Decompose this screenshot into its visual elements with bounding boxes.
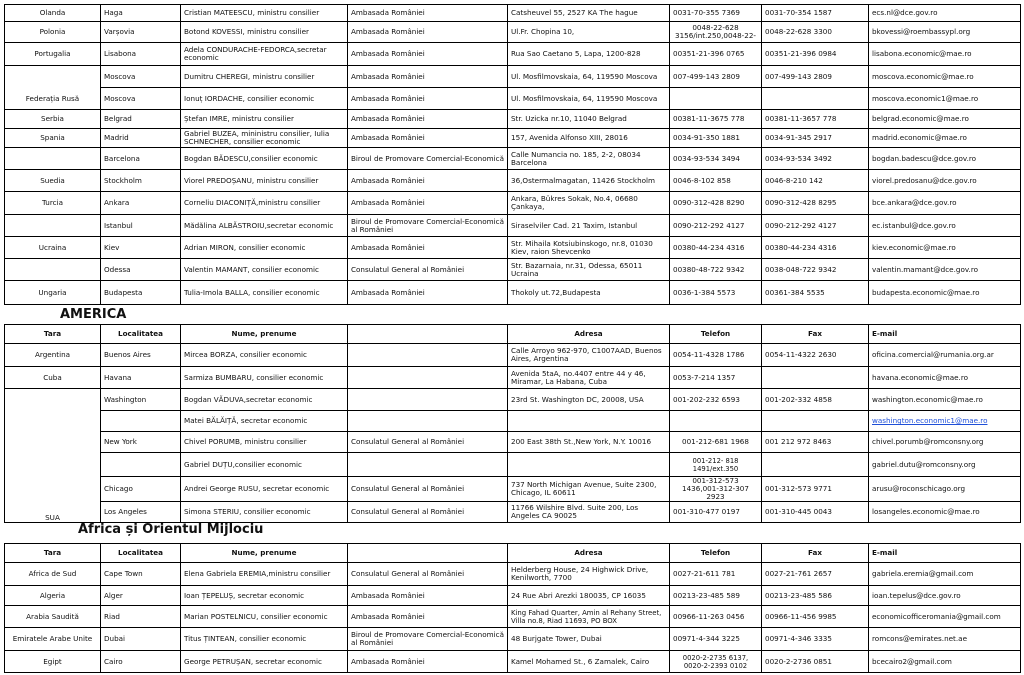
name-cell: George PETRUȘAN, secretar economic — [181, 651, 348, 673]
email-cell: gabriela.eremia@gmail.com — [869, 563, 1021, 586]
name-cell: Bogdan BĂDESCU,consilier economic — [181, 148, 348, 170]
africa-table — [4, 543, 1021, 673]
institution-cell: Ambasada României — [348, 5, 508, 22]
name-cell: Viorel PREDOȘANU, ministru consilier — [181, 170, 348, 192]
table-row — [5, 606, 1021, 628]
city-cell: Ankara — [101, 192, 181, 215]
country-cell: SUA — [5, 502, 101, 523]
country-cell: Emiratele Arabe Unite — [5, 628, 101, 651]
fax-cell: 00966-11-456 9985 — [762, 606, 869, 628]
address-cell: Calle Arroyo 962-970, C1007AAD, Buenos Aires, Argentina — [508, 344, 670, 367]
name-cell: Matei BĂLĂIȚĂ, secretar economic — [181, 411, 348, 432]
phone-cell: 0054-11-4328 1786 — [670, 344, 762, 367]
email-cell: budapesta.economic@mae.ro — [869, 281, 1021, 305]
table-row — [5, 22, 1021, 43]
city-cell: Belgrad — [101, 110, 181, 129]
email-cell: losangeles.economic@mae.ro — [869, 502, 1021, 523]
city-cell: Alger — [101, 586, 181, 606]
table-header-row — [5, 544, 1021, 563]
name-cell: Valentin MAMANT, consilier economic — [181, 259, 348, 281]
address-cell: 23rd St. Washington DC, 20008, USA — [508, 389, 670, 411]
institution-cell: Ambasada României — [348, 586, 508, 606]
email-cell: moscova.economic@mae.ro — [869, 66, 1021, 88]
city-cell: Moscova — [101, 66, 181, 88]
institution-cell: Biroul de Promovare Comercial-Economică — [348, 148, 508, 170]
column-header-country: Tara — [5, 325, 101, 344]
institution-cell — [348, 367, 508, 389]
name-cell: Elena Gabriela EREMIA,ministru consilier — [181, 563, 348, 586]
name-cell: Corneliu DIACONIȚĂ,ministru consilier — [181, 192, 348, 215]
institution-cell: Biroul de Promovare Comercial-Economică al României — [348, 215, 508, 237]
country-cell: Olanda — [5, 5, 101, 22]
column-header-city: Localitatea — [101, 544, 181, 563]
phone-cell: 00966-11-263 0456 — [670, 606, 762, 628]
table-row — [5, 411, 1021, 432]
address-cell: Helderberg House, 24 Highwick Drive, Kenilworth, 7700 — [508, 563, 670, 586]
country-cell: Spania — [5, 129, 101, 148]
email-cell: washington.economic@mae.ro — [869, 389, 1021, 411]
fax-cell — [762, 453, 869, 477]
table-row — [5, 192, 1021, 215]
name-cell: Adrian MIRON, consilier economic — [181, 237, 348, 259]
column-header-email: E-mail — [869, 544, 1021, 563]
column-header-fax: Fax — [762, 544, 869, 563]
email-cell: havana.economic@mae.ro — [869, 367, 1021, 389]
fax-cell: 0048-22-628 3300 — [762, 22, 869, 43]
email-cell: moscova.economic1@mae.ro — [869, 88, 1021, 110]
fax-cell: 00361-384 5535 — [762, 281, 869, 305]
name-cell: Titus ȚINTEAN, consilier economic — [181, 628, 348, 651]
institution-cell: Biroul de Promovare Comercial-Economică al României — [348, 628, 508, 651]
phone-cell: 0020-2-2735 6137, 0020-2-2393 0102 — [670, 651, 762, 673]
table-row — [5, 502, 1021, 523]
address-cell: Ul. Mosfilmovskaia, 64, 119590 Moscova — [508, 88, 670, 110]
column-header-city: Localitatea — [101, 325, 181, 344]
phone-cell: 001-212-681 1968 — [670, 432, 762, 453]
phone-cell: 00351-21-396 0765 — [670, 43, 762, 66]
name-cell: Mădălina ALBĂSTROIU,secretar economic — [181, 215, 348, 237]
column-header-address: Adresa — [508, 544, 670, 563]
country-cell: Polonia — [5, 22, 101, 43]
country-cell: Serbia — [5, 110, 101, 129]
fax-cell: 0090-312-428 8295 — [762, 192, 869, 215]
email-cell: bce.ankara@dce.gov.ro — [869, 192, 1021, 215]
country-cell: Africa de Sud — [5, 563, 101, 586]
address-cell: Kamel Mohamed St., 6 Zamalek, Cairo — [508, 651, 670, 673]
city-cell: New York — [101, 432, 181, 453]
name-cell: Ioan ȚEPELUȘ, secretar economic — [181, 586, 348, 606]
address-cell: Avenida 5taA, no.4407 entre 44 y 46, Miramar, La Habana, Cuba — [508, 367, 670, 389]
institution-cell — [348, 389, 508, 411]
phone-cell: 001-202-232 6593 — [670, 389, 762, 411]
institution-cell — [348, 411, 508, 432]
country-cell: Ungaria — [5, 281, 101, 305]
email-cell: economicofficeromania@gmail.com — [869, 606, 1021, 628]
fax-cell: 00380-44-234 4316 — [762, 237, 869, 259]
phone-cell: 0090-312-428 8290 — [670, 192, 762, 215]
address-cell: 157, Avenida Alfonso XIII, 28016 — [508, 129, 670, 148]
phone-cell: 0034-93-534 3494 — [670, 148, 762, 170]
table-row — [5, 477, 1021, 502]
address-cell: Catsheuvel 55, 2527 KA The hague — [508, 5, 670, 22]
city-cell: Budapesta — [101, 281, 181, 305]
name-cell: Gabriel DUȚU,consilier economic — [181, 453, 348, 477]
fax-cell: 0054-11-4322 2630 — [762, 344, 869, 367]
phone-cell: 0090-212-292 4127 — [670, 215, 762, 237]
address-cell: Rua Sao Caetano 5, Lapa, 1200-828 — [508, 43, 670, 66]
table-row — [5, 432, 1021, 453]
address-cell: 48 Burjgate Tower, Dubai — [508, 628, 670, 651]
institution-cell: Ambasada României — [348, 88, 508, 110]
fax-cell: 00381-11-3657 778 — [762, 110, 869, 129]
europe-table — [4, 4, 1021, 305]
address-cell: 737 North Michigan Avenue, Suite 2300, Chicago, IL 60611 — [508, 477, 670, 502]
column-header-institution — [348, 544, 508, 563]
country-cell — [5, 477, 101, 502]
america-table — [4, 324, 1021, 523]
address-cell: Thokoly ut.72,Budapesta — [508, 281, 670, 305]
phone-cell: 007-499-143 2809 — [670, 66, 762, 88]
city-cell — [101, 453, 181, 477]
address-cell — [508, 453, 670, 477]
fax-cell: 0034-91-345 2917 — [762, 129, 869, 148]
institution-cell: Ambasada României — [348, 22, 508, 43]
name-cell: Tulia-Imola BALLA, consilier economic — [181, 281, 348, 305]
address-cell: 11766 Wilshire Blvd. Suite 200, Los Angeles CA 90025 — [508, 502, 670, 523]
phone-cell: 00971-4-344 3225 — [670, 628, 762, 651]
city-cell: Riad — [101, 606, 181, 628]
phone-cell: 00213-23-485 589 — [670, 586, 762, 606]
institution-cell — [348, 344, 508, 367]
phone-cell: 00380-48-722 9342 — [670, 259, 762, 281]
address-cell: 36,Ostermalmagatan, 11426 Stockholm — [508, 170, 670, 192]
name-cell: Cristian MATEESCU, ministru consilier — [181, 5, 348, 22]
country-cell — [5, 259, 101, 281]
institution-cell: Ambasada României — [348, 192, 508, 215]
table-row — [5, 66, 1021, 88]
institution-cell: Ambasada României — [348, 66, 508, 88]
table-row — [5, 148, 1021, 170]
table-row — [5, 453, 1021, 477]
city-cell — [101, 411, 181, 432]
name-cell: Bogdan VĂDUVA,secretar economic — [181, 389, 348, 411]
fax-cell: 001 212 972 8463 — [762, 432, 869, 453]
institution-cell: Consulatul General al României — [348, 432, 508, 453]
name-cell: Andrei George RUSU, secretar economic — [181, 477, 348, 502]
institution-cell — [348, 453, 508, 477]
column-header-institution — [348, 325, 508, 344]
table-header-row — [5, 325, 1021, 344]
column-header-fax: Fax — [762, 325, 869, 344]
city-cell: Cairo — [101, 651, 181, 673]
country-cell: Ucraina — [5, 237, 101, 259]
email-cell: romcons@emirates.net.ae — [869, 628, 1021, 651]
table-row — [5, 170, 1021, 192]
institution-cell: Ambasada României — [348, 651, 508, 673]
address-cell: King Fahad Quarter, Amin al Rehany Street, Villa no.8, Riad 11693, PO BOX — [508, 606, 670, 628]
name-cell: Botond KOVESSI, ministru consilier — [181, 22, 348, 43]
address-cell: Str. Mihaila Kotsiubinskogo, nr.8, 01030 Kiev, raion Shevcenko — [508, 237, 670, 259]
email-cell: viorel.predosanu@dce.gov.ro — [869, 170, 1021, 192]
email-cell: gabriel.dutu@romconsny.org — [869, 453, 1021, 477]
email-cell: ioan.tepelus@dce.gov.ro — [869, 586, 1021, 606]
name-cell: Ionuț IORDACHE, consilier economic — [181, 88, 348, 110]
city-cell: Washington — [101, 389, 181, 411]
phone-cell: 00381-11-3675 778 — [670, 110, 762, 129]
address-cell — [508, 411, 670, 432]
phone-cell — [670, 88, 762, 110]
institution-cell: Ambasada României — [348, 129, 508, 148]
city-cell: Buenos Aires — [101, 344, 181, 367]
table-row — [5, 563, 1021, 586]
city-cell: Chicago — [101, 477, 181, 502]
institution-cell: Ambasada României — [348, 237, 508, 259]
table-row — [5, 281, 1021, 305]
email-cell: oficina.comercial@rumania.org.ar — [869, 344, 1021, 367]
address-cell: 24 Rue Abri Arezki 180035, CP 16035 — [508, 586, 670, 606]
country-cell: Arabia Saudită — [5, 606, 101, 628]
email-link[interactable]: washington.economic1@mae.ro — [869, 411, 1021, 432]
phone-cell — [670, 411, 762, 432]
table-row — [5, 215, 1021, 237]
country-cell — [5, 453, 101, 477]
city-cell: Kiev — [101, 237, 181, 259]
institution-cell: Consulatul General al României — [348, 259, 508, 281]
city-cell: Havana — [101, 367, 181, 389]
country-cell: Cuba — [5, 367, 101, 389]
city-cell: Lisabona — [101, 43, 181, 66]
country-cell — [5, 148, 101, 170]
phone-cell: 0034-91-350 1881 — [670, 129, 762, 148]
city-cell: Madrid — [101, 129, 181, 148]
fax-cell: 0046-8-210 142 — [762, 170, 869, 192]
table-row — [5, 129, 1021, 148]
institution-cell: Ambasada României — [348, 170, 508, 192]
country-cell — [5, 215, 101, 237]
address-cell: Str. Uzicka nr.10, 11040 Belgrad — [508, 110, 670, 129]
phone-cell: 00380-44-234 4316 — [670, 237, 762, 259]
column-header-phone: Telefon — [670, 544, 762, 563]
email-cell: bkovessi@roembassypl.org — [869, 22, 1021, 43]
name-cell: Gabriel BUZEA, mininistru consilier, Iulia SCHNECHER, consilier economic — [181, 129, 348, 148]
section-heading-africa: Africa și Orientul Mijlociu — [78, 522, 264, 537]
country-cell — [5, 411, 101, 432]
institution-cell: Consulatul General al României — [348, 502, 508, 523]
column-header-name: Nume, prenume — [181, 325, 348, 344]
city-cell: Istanbul — [101, 215, 181, 237]
fax-cell: 0020-2-2736 0851 — [762, 651, 869, 673]
fax-cell: 0027-21-761 2657 — [762, 563, 869, 586]
country-cell: Algeria — [5, 586, 101, 606]
city-cell: Cape Town — [101, 563, 181, 586]
institution-cell: Consulatul General al României — [348, 563, 508, 586]
section-heading-america: AMERICA — [60, 307, 127, 322]
phone-cell: 0048-22-628 3156/int.250,0048-22- — [670, 22, 762, 43]
table-row — [5, 110, 1021, 129]
name-cell: Chivel PORUMB, ministru consilier — [181, 432, 348, 453]
country-cell — [5, 432, 101, 453]
fax-cell: 00213-23-485 586 — [762, 586, 869, 606]
country-cell — [5, 66, 101, 88]
phone-cell: 0046-8-102 858 — [670, 170, 762, 192]
phone-cell: 001-212- 818 1491/ext.350 — [670, 453, 762, 477]
institution-cell: Ambasada României — [348, 606, 508, 628]
column-header-country: Tara — [5, 544, 101, 563]
country-cell: Portugalia — [5, 43, 101, 66]
country-cell — [5, 389, 101, 411]
city-cell: Dubai — [101, 628, 181, 651]
fax-cell: 00971-4-346 3335 — [762, 628, 869, 651]
table-row — [5, 628, 1021, 651]
address-cell: Ul.Fr. Chopina 10, — [508, 22, 670, 43]
table-row — [5, 586, 1021, 606]
fax-cell — [762, 411, 869, 432]
email-cell: lisabona.economic@mae.ro — [869, 43, 1021, 66]
table-row — [5, 5, 1021, 22]
table-row — [5, 88, 1021, 110]
phone-cell: 0036-1-384 5573 — [670, 281, 762, 305]
email-cell: ec.istanbul@dce.gov.ro — [869, 215, 1021, 237]
institution-cell: Ambasada României — [348, 43, 508, 66]
table-row — [5, 43, 1021, 66]
address-cell: Str. Bazarnaia, nr.31, Odessa, 65011 Ucraina — [508, 259, 670, 281]
city-cell: Varșovia — [101, 22, 181, 43]
city-cell: Haga — [101, 5, 181, 22]
phone-cell: 001-310-477 0197 — [670, 502, 762, 523]
email-cell: bogdan.badescu@dce.gov.ro — [869, 148, 1021, 170]
name-cell: Mircea BORZA, consilier economic — [181, 344, 348, 367]
fax-cell — [762, 367, 869, 389]
fax-cell — [762, 88, 869, 110]
column-header-name: Nume, prenume — [181, 544, 348, 563]
fax-cell: 001-202-332 4858 — [762, 389, 869, 411]
institution-cell: Ambasada României — [348, 110, 508, 129]
name-cell: Sarmiza BUMBARU, consilier economic — [181, 367, 348, 389]
email-cell: kiev.economic@mae.ro — [869, 237, 1021, 259]
table-row — [5, 344, 1021, 367]
address-cell: Calle Numancia no. 185, 2-2, 08034 Barcelona — [508, 148, 670, 170]
city-cell: Odessa — [101, 259, 181, 281]
address-cell: Ankara, Bükres Sokak, No.4, 06680 Çankaya, — [508, 192, 670, 215]
table-row — [5, 259, 1021, 281]
phone-cell: 0053-7-214 1357 — [670, 367, 762, 389]
country-cell: Federația Rusă — [5, 88, 101, 110]
city-cell: Los Angeles — [101, 502, 181, 523]
table-row — [5, 237, 1021, 259]
name-cell: Marian POSTELNICU, consilier economic — [181, 606, 348, 628]
email-cell: valentin.mamant@dce.gov.ro — [869, 259, 1021, 281]
institution-cell: Ambasada României — [348, 281, 508, 305]
email-cell: ecs.nl@dce.gov.ro — [869, 5, 1021, 22]
address-cell: Ul. Mosfilmovskaia, 64, 119590 Moscova — [508, 66, 670, 88]
fax-cell: 001-310-445 0043 — [762, 502, 869, 523]
fax-cell: 0090-212-292 4127 — [762, 215, 869, 237]
column-header-address: Adresa — [508, 325, 670, 344]
name-cell: Dumitru CHEREGI, ministru consilier — [181, 66, 348, 88]
table-row — [5, 367, 1021, 389]
country-cell: Turcia — [5, 192, 101, 215]
fax-cell: 001-312-573 9771 — [762, 477, 869, 502]
email-cell: bcecairo2@gmail.com — [869, 651, 1021, 673]
name-cell: Simona STERIU, consilier economic — [181, 502, 348, 523]
email-cell: belgrad.economic@mae.ro — [869, 110, 1021, 129]
fax-cell: 0034-93-534 3492 — [762, 148, 869, 170]
fax-cell: 00351-21-396 0984 — [762, 43, 869, 66]
column-header-phone: Telefon — [670, 325, 762, 344]
city-cell: Barcelona — [101, 148, 181, 170]
country-cell: Egipt — [5, 651, 101, 673]
name-cell: Adela CONDURACHE-FEDORCA,secretar economic — [181, 43, 348, 66]
phone-cell: 0027-21-611 781 — [670, 563, 762, 586]
email-cell: chivel.porumb@romconsny.org — [869, 432, 1021, 453]
institution-cell: Consulatul General al României — [348, 477, 508, 502]
phone-cell: 0031-70-355 7369 — [670, 5, 762, 22]
city-cell: Moscova — [101, 88, 181, 110]
address-cell: Siraselviler Cad. 21 Taxim, Istanbul — [508, 215, 670, 237]
city-cell: Stockholm — [101, 170, 181, 192]
address-cell: 200 East 38th St.,New York, N.Y. 10016 — [508, 432, 670, 453]
country-cell: Argentina — [5, 344, 101, 367]
fax-cell: 0038-048-722 9342 — [762, 259, 869, 281]
phone-cell: 001-312-573 1436,001-312-307 2923 — [670, 477, 762, 502]
email-cell: arusu@roconschicago.org — [869, 477, 1021, 502]
table-row — [5, 651, 1021, 673]
email-cell: madrid.economic@mae.ro — [869, 129, 1021, 148]
column-header-email: E-mail — [869, 325, 1021, 344]
fax-cell: 0031-70-354 1587 — [762, 5, 869, 22]
fax-cell: 007-499-143 2809 — [762, 66, 869, 88]
country-cell: Suedia — [5, 170, 101, 192]
name-cell: Ștefan IMRE, ministru consilier — [181, 110, 348, 129]
table-row — [5, 389, 1021, 411]
